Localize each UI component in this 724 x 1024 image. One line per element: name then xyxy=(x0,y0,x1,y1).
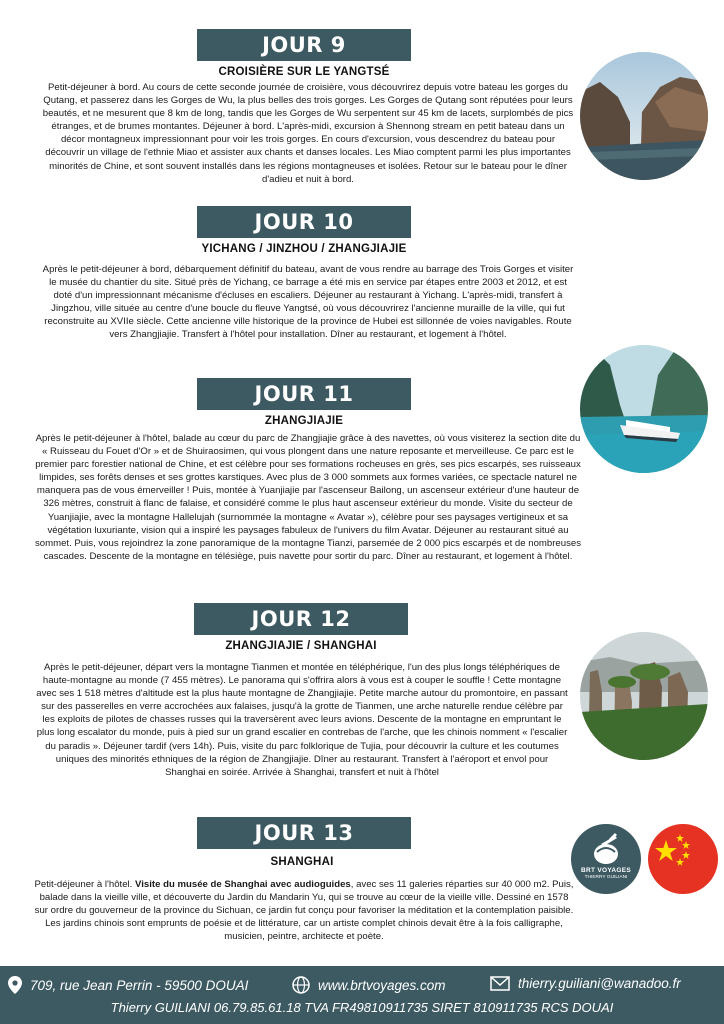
day-13-description xyxy=(34,878,574,943)
day-13-subtitle: SHANGHAI xyxy=(270,856,334,868)
location-pin-icon xyxy=(8,976,22,994)
yangtze-gorges-photo xyxy=(580,52,708,180)
day-12-banner: JOUR 12 xyxy=(194,603,408,635)
footer-email[interactable] xyxy=(490,976,681,991)
brt-voyages-logo xyxy=(571,824,641,894)
footer-website[interactable] xyxy=(292,976,446,994)
footer xyxy=(0,966,724,1024)
logo-emblem-icon xyxy=(571,824,641,868)
day-13-text-bold: Visite du musée de Shanghai avec audioguides xyxy=(135,879,351,890)
day-11-subtitle: ZHANGJIAJIE xyxy=(264,415,344,427)
river-cruise-ship-photo xyxy=(580,345,708,473)
globe-icon xyxy=(292,976,310,994)
footer-address xyxy=(8,976,248,994)
email-link[interactable]: thierry.guiliani@wanadoo.fr xyxy=(518,976,681,991)
day-10-description: Après le petit-déjeuner à bord, débarquement définitif du bateau, avant de vous rendre au barrage des Trois Gorges et visiter le musée du chantier du site. Situé près de Yichang, ce barrage a été mis en service par étapes entre 2003 et 2012, et est doté d'un impressionnant mécanisme d'écluses en escaliers. Déjeuner au restaurant à Yichang. L'après-midi, transfert à Jingzhou, ville située au centre d'une boucle du fleuve Yangtsé, où vous découvrirez l'ancienne muraille de la ville, qui fut reconstruite au XVIIe siècle. Cette ancienne ville historique de la province de Hubei est sillonnée de voies navigables. Route vers Zhangjiajie. Transfert à l'hôtel pour installation. Dîner au restaurant, et logement à l'hôtel. xyxy=(42,264,574,341)
day-12-description: Après le petit-déjeuner, départ vers la montagne Tianmen et montée en téléphérique, l'un des plus longs téléphériques de haute-montagne au monde (7 455 mètres). Le panorama qui s'offrira alors à vous est à couper le souffle ! Cette montagne avec ses 1 518 mètres d'altitude est la plus haute montagne de Zhangjiajie. Petite marche autour du promontoire, en passant sur des passerelles en verre accrochées aux falaises, jusqu'à la grotte de Tianmen, une arche naturelle rendue célèbre par les exploits de pilotes de chasses russes qui la traversèrent avec leurs avions. Descente de la montagne en empruntant le plus long escalator du monde, puis à pied sur un grand escalier en contrebas de l'arche, que les chinois nomment « l'escalier du paradis ». Déjeuner tardif (vers 14h). Puis, visite du parc folklorique de Tujia, pour découvrir la culture et les coutumes uniques des minorités ethniques de la région de Zhangjiajie. Dîner au restaurant. Transfert à l'aéroport et envol pour Shanghai en soirée. Arrivée à Shanghai, transfert et nuit à l'hôtel xyxy=(36,662,568,778)
envelope-icon xyxy=(490,976,510,991)
address-text: 709, rue Jean Perrin - 59500 DOUAI xyxy=(30,977,249,993)
day-11-banner: JOUR 11 xyxy=(197,378,411,410)
logo-subtitle: THIERRY GUILIANI xyxy=(584,875,628,880)
footer-legal-info: Thierry GUILIANI 06.79.85.61.18 TVA FR49810911735 SIRET 810911735 RCS DOUAI xyxy=(110,1000,614,1015)
day-13-text-start: Petit-déjeuner à l'hôtel. xyxy=(34,879,135,890)
day-13-text-end: , avec ses 11 galeries réparties sur 40 000 m2. Puis, balade dans la vieille ville, et découverte du Jardin du Mandarin Yu, qui se trouve au cœur de la vieille ville. Dessiné en 1578 sur ordre du gouverneur de la province du Sichuan, ce jardin fut conçu pour favoriser la méditation et la contemplation paisible. Les jardins chinois sont emprunts de poésie et de littérature, car un artiste complet chinois devait être à la fois calligraphe, musicien, peintre, architecte et poète. xyxy=(34,879,574,943)
day-9-subtitle: CROISIÈRE SUR LE YANGTSÉ xyxy=(218,66,390,78)
day-9-description: Petit-déjeuner à bord. Au cours de cette seconde journée de croisière, vous découvrirez depuis votre bateau les gorges du Qutang, et passerez dans les Gorges de Wu, la plus belles des trois gorges. Les Gorges de Qutang sont réputées pour leurs beautés, et ne mesurent que 8 km de long, tandis que les Gorges de Wu serpentent sur 45 km de lacets, surplombés de pics étranges, et de brumes montantes. Déjeuner à bord. L'après-midi, excursion à Shennong stream en petit bateau dans un décor montagneux impressionnant pour voir les trois gorges. En cours d'excursion, vous descendrez du bateau pour découvrir un village de l'ethnie Miao et assister aux chants et danses locales. Les Miao comptent parmi les plus importantes minorités de Chine, et sont souvent installés dans les régions montagneuses et isolées. Retour sur le bateau pour le dîner d'adieu et nuit à bord. xyxy=(42,82,574,185)
day-13-banner: JOUR 13 xyxy=(197,817,411,849)
day-9-banner: JOUR 9 xyxy=(197,29,411,61)
day-11-description: Après le petit-déjeuner à l'hôtel, balade au cœur du parc de Zhangjiajie grâce à des navettes, où vous visiterez la section dite du « Ruisseau du Fouet d'Or » et de Shuiraosimen, qui vous plongent dans une nature reposante et merveilleuse. Ce parc est le premier parc forestier national de Chine, et est célèbre pour ses formations rocheuses en grès, ses pics escarpés, ses ruisseaux limpides, ses forêts denses et ses grottes karstiques. Avec plus de 3 000 sommets aux formes variées, ce spectacle naturel ne manquera pas de vous émerveiller ! Puis, montée à Yuanjiajie par l'ascenseur Bailong, un ascenseur extérieur d'une hauteur de 326 mètres, construit à flanc de falaise, et considéré comme le plus haut ascenseur extérieur du monde. Visite du secteur de Yuanjiajie, avec la montagne Hallelujah (surnommée la montagne « Avatar »), célèbre pour ses paysages vertigineux et sa végétation luxuriante, vision qui a inspiré les paysages fabuleux de l'univers du film Avatar. Déjeuner au restaurant situé au sommet. Puis, vous rejoindrez la zone panoramique de la montagne Tianzi, parsemée de 2 000 pics escarpés et de nombreuses cascades. Descente de la montagne en télésiège, puis navette pour sortir du parc. Dîner au restaurant, et logement à l'hôtel. xyxy=(34,433,582,562)
logo-name: BRT VOYAGES xyxy=(580,867,631,874)
website-link[interactable]: www.brtvoyages.com xyxy=(318,977,446,993)
zhangjiajie-peaks-photo xyxy=(580,632,708,760)
day-10-banner: JOUR 10 xyxy=(197,206,411,238)
day-12-subtitle: ZHANGJIAJIE / SHANGHAI xyxy=(225,640,377,652)
day-10-subtitle: YICHANG / JINZHOU / ZHANGJIAJIE xyxy=(201,243,407,255)
china-flag-icon xyxy=(648,824,718,894)
